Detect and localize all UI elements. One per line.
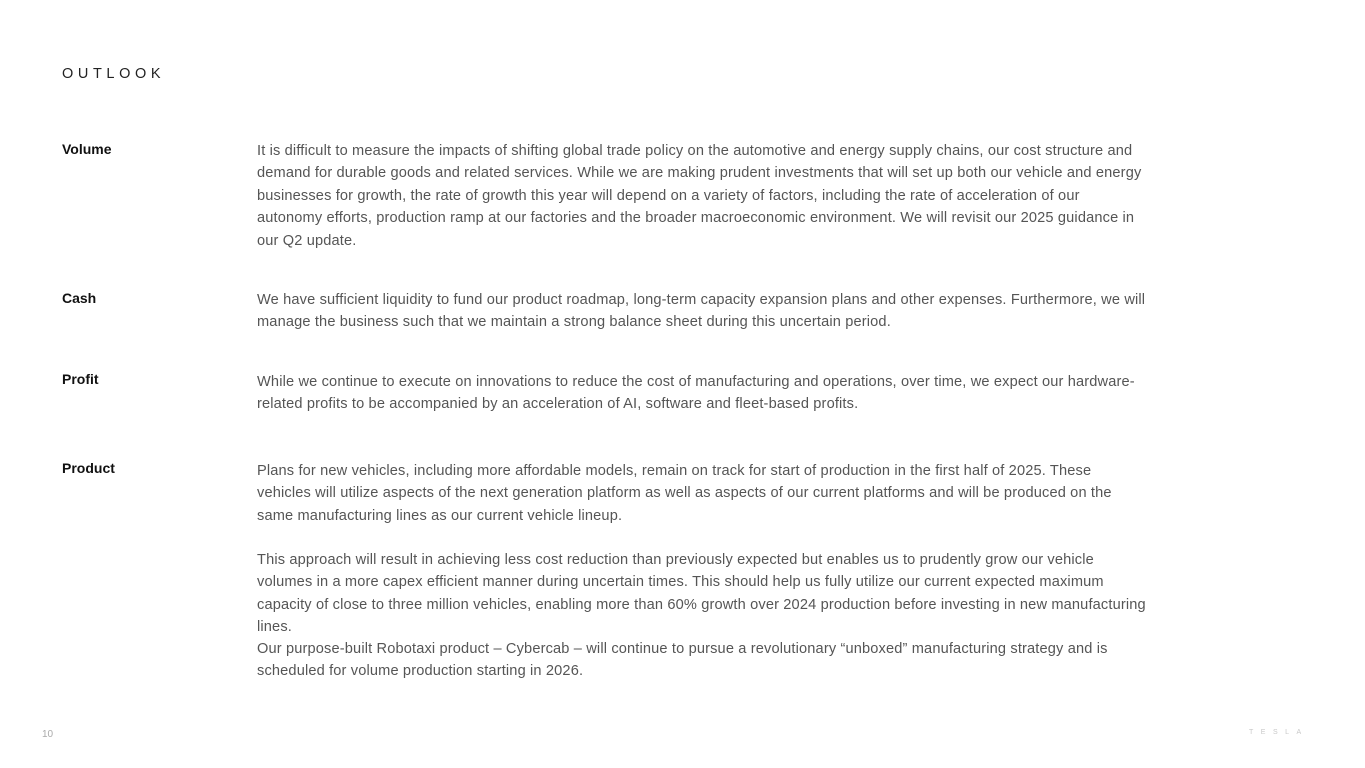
- section-label-volume: Volume: [62, 141, 112, 157]
- profit-paragraph: While we continue to execute on innovations to reduce the cost of manufacturing and operations, over time, we expect our hardware-related profits to be accompanied by an acceleration of AI, software and fleet-based profits.: [257, 374, 1135, 413]
- product-paragraph-3: Our purpose-built Robotaxi product – Cybercab – will continue to pursue a revolutionary “unboxed” manufacturing strategy and is scheduled for volume production starting in 2026.: [257, 641, 1108, 680]
- page-title: OUTLOOK: [62, 66, 166, 82]
- section-label-product: Product: [62, 460, 115, 476]
- brand-logo: TESLA: [1249, 729, 1309, 736]
- section-label-profit: Profit: [62, 371, 99, 387]
- product-paragraph-1: Plans for new vehicles, including more affordable models, remain on track for start of production in the first half of 2025. These vehicles will utilize aspects of the next generation platform as well as aspects of our current platforms and will be produced on the same manufacturing lines as our current vehicle lineup.: [257, 463, 1112, 524]
- section-label-cash: Cash: [62, 290, 97, 306]
- product-paragraph-2: This approach will result in achieving less cost reduction than previously expected but enables us to prudently grow our vehicle volumes in a more capex efficient manner during uncertain times. This should help us fully utilize our current expected maximum capacity of close to three million vehicles, enabling more than 60% growth over 2024 production before investing in new manufacturing lines.: [257, 552, 1146, 636]
- volume-paragraph: It is difficult to measure the impacts of shifting global trade policy on the automotive and energy supply chains, our cost structure and demand for durable goods and related services. While we are making prudent investments that will set up both our vehicle and energy businesses for growth, the rate of growth this year will depend on a variety of factors, including the rate of acceleration of our autonomy efforts, production ramp at our factories and the broader macroeconomic environment. We will revisit our 2025 guidance in our Q2 update.: [257, 143, 1142, 249]
- page-number: 10: [42, 729, 54, 740]
- cash-paragraph: We have sufficient liquidity to fund our product roadmap, long-term capacity expansion plans and other expenses. Furthermore, we will manage the business such that we maintain a strong balance sheet during this uncertain period.: [257, 292, 1146, 331]
